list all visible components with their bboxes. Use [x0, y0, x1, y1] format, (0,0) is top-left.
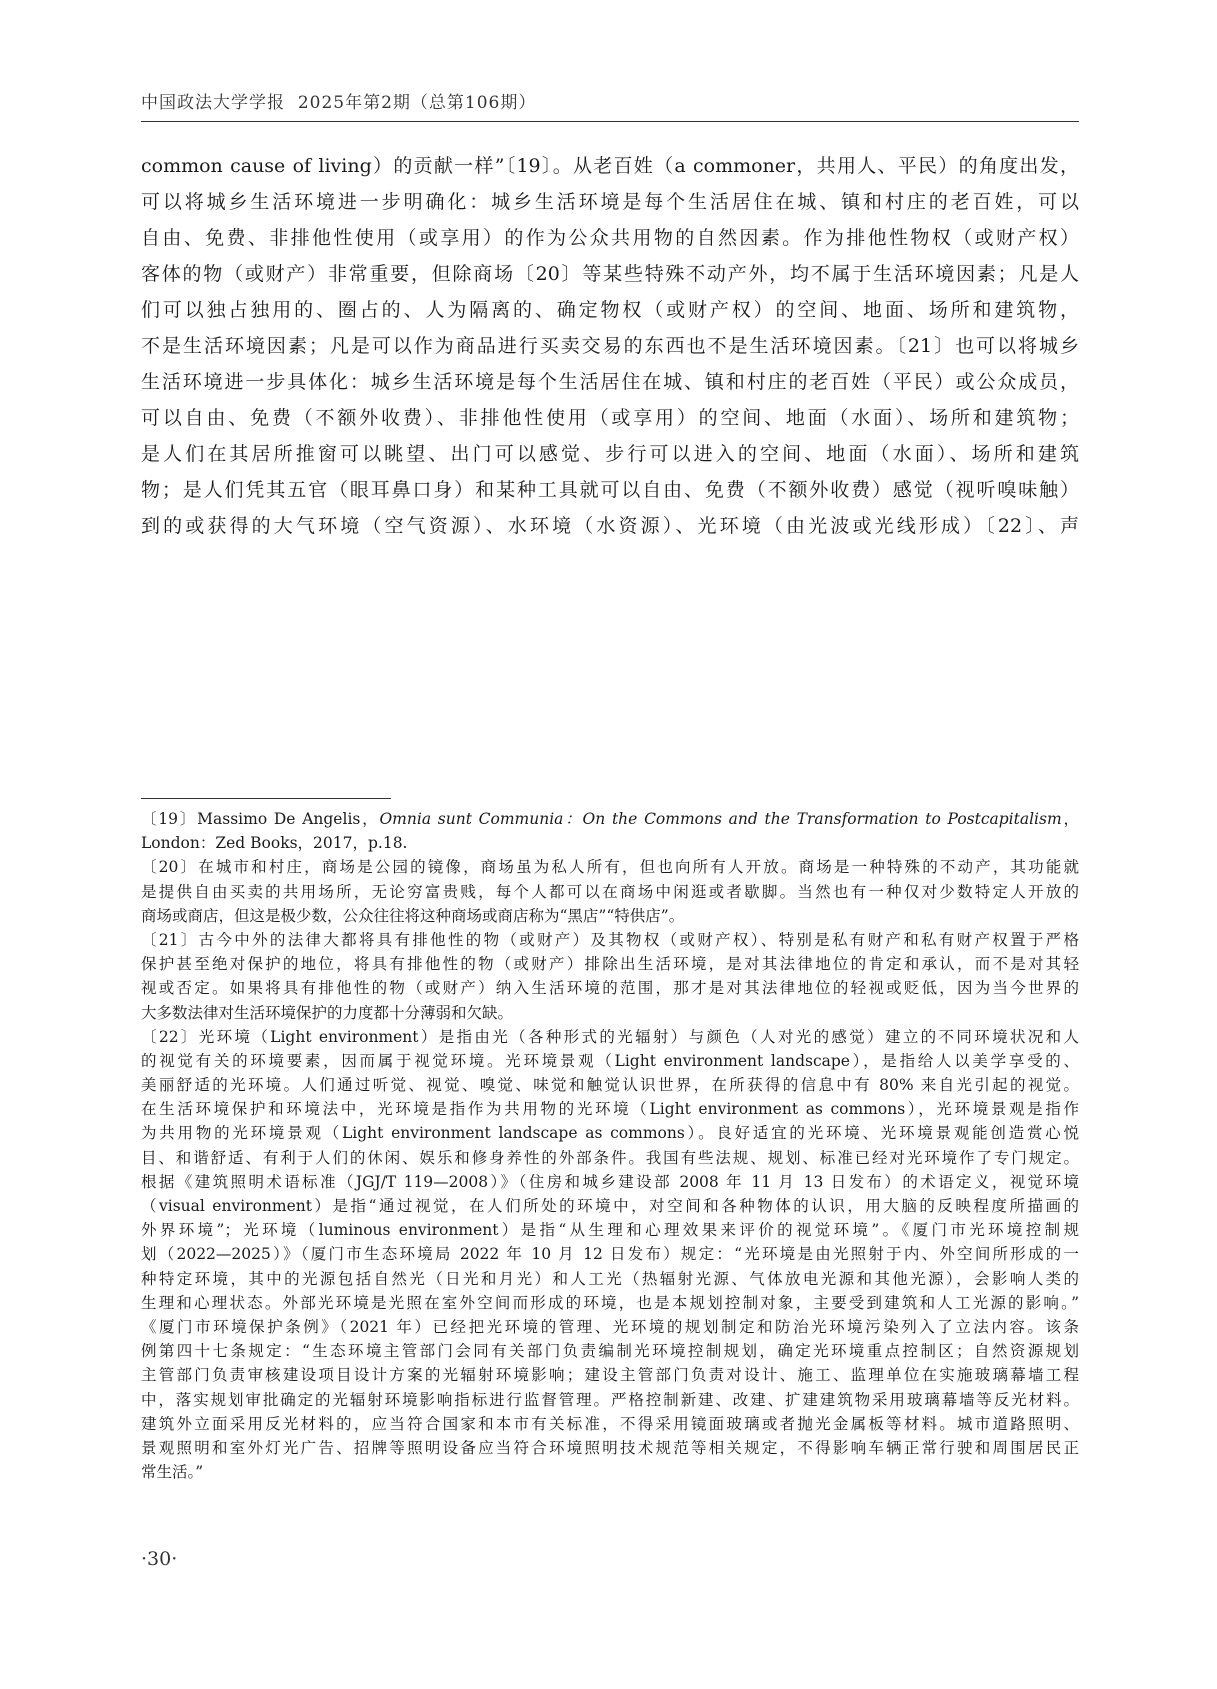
footnote-20-line: 〔20〕在城市和村庄，商场是公园的镜像，商场虽为私人所有，但也向所有人开放。商场是一种特殊的不动产，其功能就 [141, 858, 1079, 877]
footnote-22-line: 景观照明和室外灯光广告、招牌等照明设备应当符合环境照明技术规范等相关规定，不得影响车辆正常行驶和周围居民正 [141, 1438, 1079, 1457]
issue-label: 2025年第2期（总第106期） [297, 93, 537, 113]
footnote-19-suffix: ， [1061, 810, 1079, 828]
body-line: 生活环境进一步具体化：城乡生活环境是每个生活居住在城、镇和村庄的老百姓（平民）或公众成员， [141, 371, 1079, 393]
page-number: ·30· [141, 1548, 178, 1570]
footnote-22-line: 主管部门负责审核建设项目设计方案的光辐射环境影响；建设主管部门负责对设计、施工、监理单位在实施玻璃幕墙工程 [141, 1366, 1079, 1385]
footnote-22-line: 在生活环境保护和环境法中，光环境是指作为共用物的光环境（Light environment as commons），光环境景观是指作 [141, 1100, 1079, 1119]
body-line: 可以将城乡生活环境进一步明确化：城乡生活环境是每个生活居住在城、镇和村庄的老百姓，可以 [141, 191, 1079, 213]
body-line: 客体的物（或财产）非常重要，但除商场〔20〕等某些特殊不动产外，均不属于生活环境因素；凡是人 [141, 263, 1079, 285]
footnote-22-line: 划（2022—2025）》（厦门市生态环境局 2022 年 10 月 12 日发布）规定：“光环境是由光照射于内、外空间所形成的一 [141, 1245, 1079, 1264]
footnote-22-line: 种特定环境，其中的光源包括自然光（日光和月光）和人工光（热辐射光源、气体放电光源和其他光源），会影响人类的 [141, 1269, 1079, 1288]
header-text [141, 88, 536, 113]
footnote-22-line: 美丽舒适的光环境。人们通过听觉、视觉、嗅觉、味觉和触觉认识世界，在所获得的信息中有 80% 来自光引起的视觉。 [141, 1076, 1079, 1095]
footnote-22-line: 例第四十七条规定：“生态环境主管部门会同有关部门负责编制光环境控制规划，确定光环境重点控制区；自然资源规划 [141, 1342, 1079, 1361]
footnote-22-line: 目、和谐舒适、有利于人们的休闲、娱乐和修身养性的外部条件。我国有些法规、规划、标准已经对光环境作了专门规定。 [141, 1148, 1079, 1167]
footnotes [141, 807, 1079, 1484]
body-line: 不是生活环境因素；凡是可以作为商品进行买卖交易的东西也不是生活环境因素。〔21〕也可以将城乡 [141, 335, 1079, 357]
body-line: 物；是人们凭其五官（眼耳鼻口身）和某种工具就可以自由、免费（不额外收费）感觉（视听嗅味触） [141, 479, 1079, 501]
footnote-20-line: 是提供自由买卖的共用场所，无论穷富贵贱，每个人都可以在商场中闲逛或者歇脚。当然也有一种仅对少数特定人开放的 [141, 882, 1079, 901]
main-text [141, 148, 1079, 544]
body-line: 自由、免费、非排他性使用（或享用）的作为公众共用物的自然因素。作为排他性物权（或财产权） [141, 227, 1079, 249]
body-line: 们可以独占独用的、圈占的、人为隔离的、确定物权（或财产权）的空间、地面、场所和建筑物， [141, 299, 1079, 321]
footnote-21-line: 保护甚至绝对保护的地位，将具有排他性的物（或财产）排除出生活环境，是对其法律地位的肯定和承认，而不是对其轻 [141, 955, 1079, 974]
body-line: 到的或获得的大气环境（空气资源）、水环境（水资源）、光环境（由光波或光线形成）〔22〕、声 [141, 515, 1079, 537]
footnote-22-line: 根据《建筑照明术语标准（JGJ/T 119—2008）》（住房和城乡建设部 2008 年 11 月 13 日发布）的术语定义，视觉环境 [141, 1172, 1079, 1191]
footnote-22-line: 为共用物的光环境景观（Light environment landscape as commons）。良好适宜的光环境、光环境景观能创造赏心悦 [141, 1124, 1079, 1143]
footnote-22-line: 建筑外立面采用反光材料的，应当符合国家和本市有关标准，不得采用镜面玻璃或者抛光金属板等材料。城市道路照明、 [141, 1414, 1079, 1433]
footnote-19-title: Omnia sunt Communia：On the Commons and the Transformation to Postcapitalism [379, 810, 1062, 828]
footnote-22-line: 的视觉有关的环境要素，因而属于视觉环境。光环境景观（Light environment landscape），是指给人以美学享受的、 [141, 1051, 1079, 1070]
footnote-22-line: 《厦门市环境保护条例》（2021 年）已经把光环境的管理、光环境的规划制定和防治光环境污染列入了立法内容。该条 [141, 1317, 1079, 1336]
footnote-22-line: 外界环境”；光环境（luminous environment）是指“从生理和心理效果来评价的视觉环境”。《厦门市光环境控制规 [141, 1221, 1079, 1240]
body-line: common cause of living）的贡献一样”〔19〕。从老百姓（a commoner，共用人、平民）的角度出发， [141, 155, 1079, 177]
footnote-19 [141, 807, 1079, 831]
running-header [141, 86, 1079, 122]
footnote-21-line: 大多数法律对生活环境保护的力度都十分薄弱和欠缺。 [141, 1003, 514, 1022]
footnote-21-line: 视或否定。如果将具有排他性的物（或财产）纳入生活环境的范围，那才是对其法律地位的轻视或贬低，因为当今世界的 [141, 979, 1079, 998]
footnote-22-line: 〔22〕光环境（Light environment）是指由光（各种形式的光辐射）与颜色（人对光的感觉）建立的不同环境状况和人 [141, 1027, 1079, 1046]
body-line: 可以自由、免费（不额外收费）、非排他性使用（或享用）的空间、地面（水面）、场所和建筑物； [141, 407, 1079, 429]
footnote-22-line: 生理和心理状态。外部光环境是光照在室外空间而形成的环境，也是本规划控制对象，主要受到建筑和人工光源的影响。” [141, 1293, 1079, 1312]
footnote-separator [141, 798, 391, 799]
footnote-20-line: 商场或商店，但这是极少数，公众往往将这种商场或商店称为“黑店”“特供店”。 [141, 906, 685, 925]
footnote-22-line: 常生活。” [141, 1463, 204, 1482]
footnote-22-line: （visual environment）是指“通过视觉，在人们所处的环境中，对空间和各种物体的认识，用大脑的反映程度所描画的 [141, 1197, 1079, 1215]
footnote-19-line2: London：Zed Books，2017，p.18. [141, 834, 408, 853]
footnote-19-prefix: 〔19〕Massimo De Angelis， [141, 810, 380, 828]
footnote-22-line: 中，落实规划审批确定的光辐射环境影响指标进行监督管理。严格控制新建、改建、扩建建筑物采用玻璃幕墙等反光材料。 [141, 1390, 1079, 1409]
body-line: 是人们在其居所推窗可以眺望、出门可以感觉、步行可以进入的空间、地面（水面）、场所和建筑 [141, 443, 1079, 465]
journal-name: 中国政法大学学报 [141, 93, 285, 113]
footnote-21-line: 〔21〕古今中外的法律大都将具有排他性的物（或财产）及其物权（或财产权）、特别是私有财产和私有财产权置于严格 [141, 930, 1079, 949]
